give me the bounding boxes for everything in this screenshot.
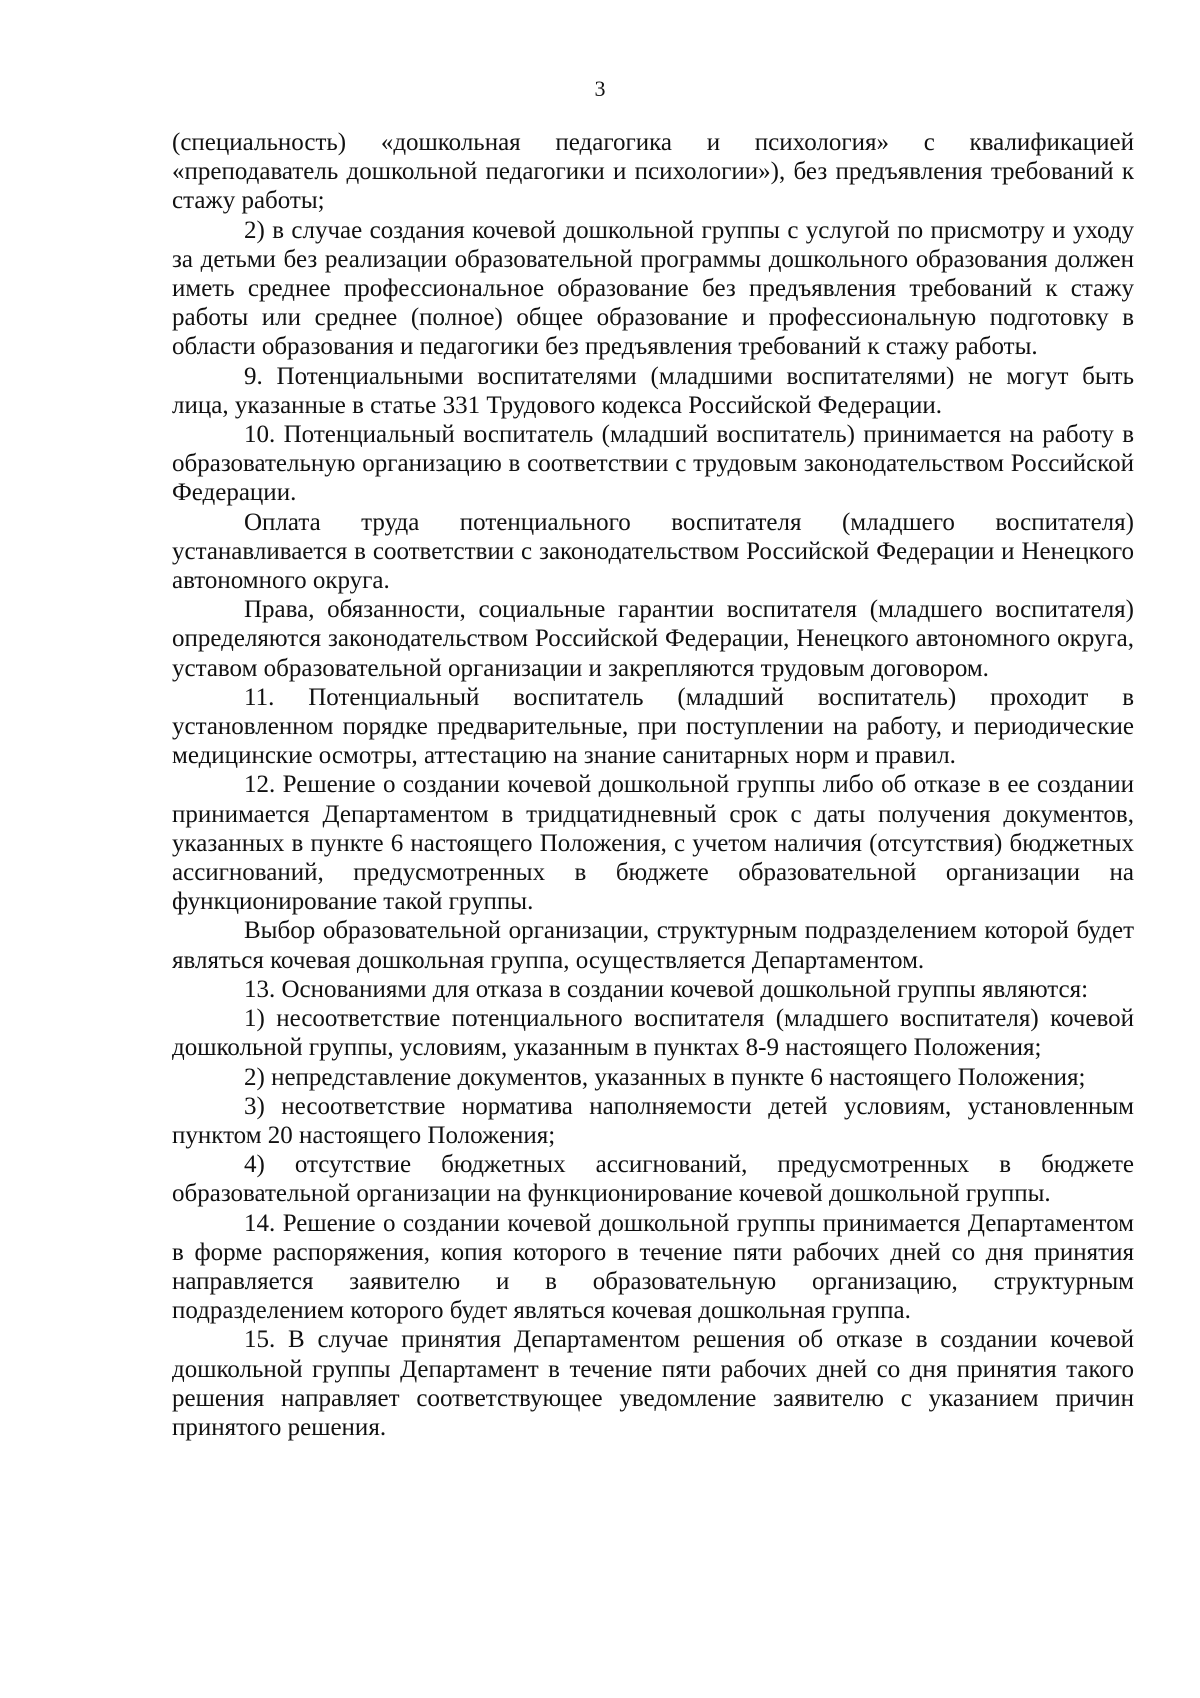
paragraph: 2) непредставление документов, указанных в пункте 6 настоящего Положения; — [244, 1063, 1086, 1091]
document-body — [172, 128, 1134, 1442]
paragraph: Права, обязанности, социальные гарантии воспитателя (младшего воспитателя) определяются законодательством Российской Федерации, Ненецкого автономного округа, уставом образовательной организации и закрепляются трудовым договором. — [172, 596, 1134, 682]
paragraph: 4) отсутствие бюджетных ассигнований, предусмотренных в бюджете образовательной организации на функционирование кочевой дошкольной группы. — [172, 1151, 1134, 1208]
page-number: 3 — [594, 76, 606, 101]
paragraph: 3) несоответствие норматива наполняемости детей условиям, установленным пунктом 20 настоящего Положения; — [172, 1092, 1134, 1149]
paragraph: 13. Основаниями для отказа в создании кочевой дошкольной группы являются: — [244, 975, 1089, 1003]
paragraph: 1) несоответствие потенциального воспитателя (младшего воспитателя) кочевой дошкольной группы, условиям, указанным в пунктах 8-9 настоящего Положения; — [172, 1005, 1134, 1062]
paragraph: 14. Решение о создании кочевой дошкольной группы принимается Департаментом в форме распоряжения, копия которого в течение пяти рабочих дней со дня принятия направляется заявителю и в образовательную организацию, структурным подразделением которого будет являться кочевая дошкольная группа. — [172, 1209, 1134, 1325]
paragraph: (специальность) «дошкольная педагогика и психология» с квалификацией «преподаватель дошкольной педагогики и психологии»), без предъявления требований к стажу работы; — [172, 129, 1134, 215]
paragraph: 2) в случае создания кочевой дошкольной группы с услугой по присмотру и уходу за детьми без реализации образовательной программы дошкольного образования должен иметь среднее профессиональное образование без предъявления требований к стажу работы или среднее (полное) общее образование и профессиональную подготовку в области образования и педагогики без предъявления требований к стажу работы. — [172, 216, 1134, 361]
paragraph: Оплата труда потенциального воспитателя (младшего воспитателя) устанавливается в соответствии с законодательством Российской Федерации и Ненецкого автономного округа. — [172, 508, 1134, 595]
paragraph: 9. Потенциальными воспитателями (младшими воспитателями) не могут быть лица, указанные в статье 331 Трудового кодекса Российской Федерации. — [172, 362, 1134, 419]
paragraph: 15. В случае принятия Департаментом решения об отказе в создании кочевой дошкольной группы Департамент в течение пяти рабочих дней со дня принятия такого решения направляет соответствующее уведомление заявителю с указанием причин принятого решения. — [172, 1326, 1134, 1441]
paragraph: 12. Решение о создании кочевой дошкольной группы либо об отказе в ее создании принимается Департаментом в тридцатидневный срок с даты получения документов, указанных в пункте 6 настоящего Положения, с учетом наличия (отсутствия) бюджетных ассигнований, предусмотренных в бюджете образовательной организации на функционирование такой группы. — [172, 771, 1134, 916]
paragraph: 11. Потенциальный воспитатель (младший воспитатель) проходит в установленном порядке предварительные, при поступлении на работу, и периодические медицинские осмотры, аттестацию на знание санитарных норм и правил. — [172, 683, 1134, 770]
paragraph: Выбор образовательной организации, структурным подразделением которой будет являться кочевая дошкольная группа, осуществляется Департаментом. — [172, 917, 1134, 974]
paragraph: 10. Потенциальный воспитатель (младший воспитатель) принимается на работу в образовательную организацию в соответствии с трудовым законодательством Российской Федерации. — [172, 421, 1134, 507]
